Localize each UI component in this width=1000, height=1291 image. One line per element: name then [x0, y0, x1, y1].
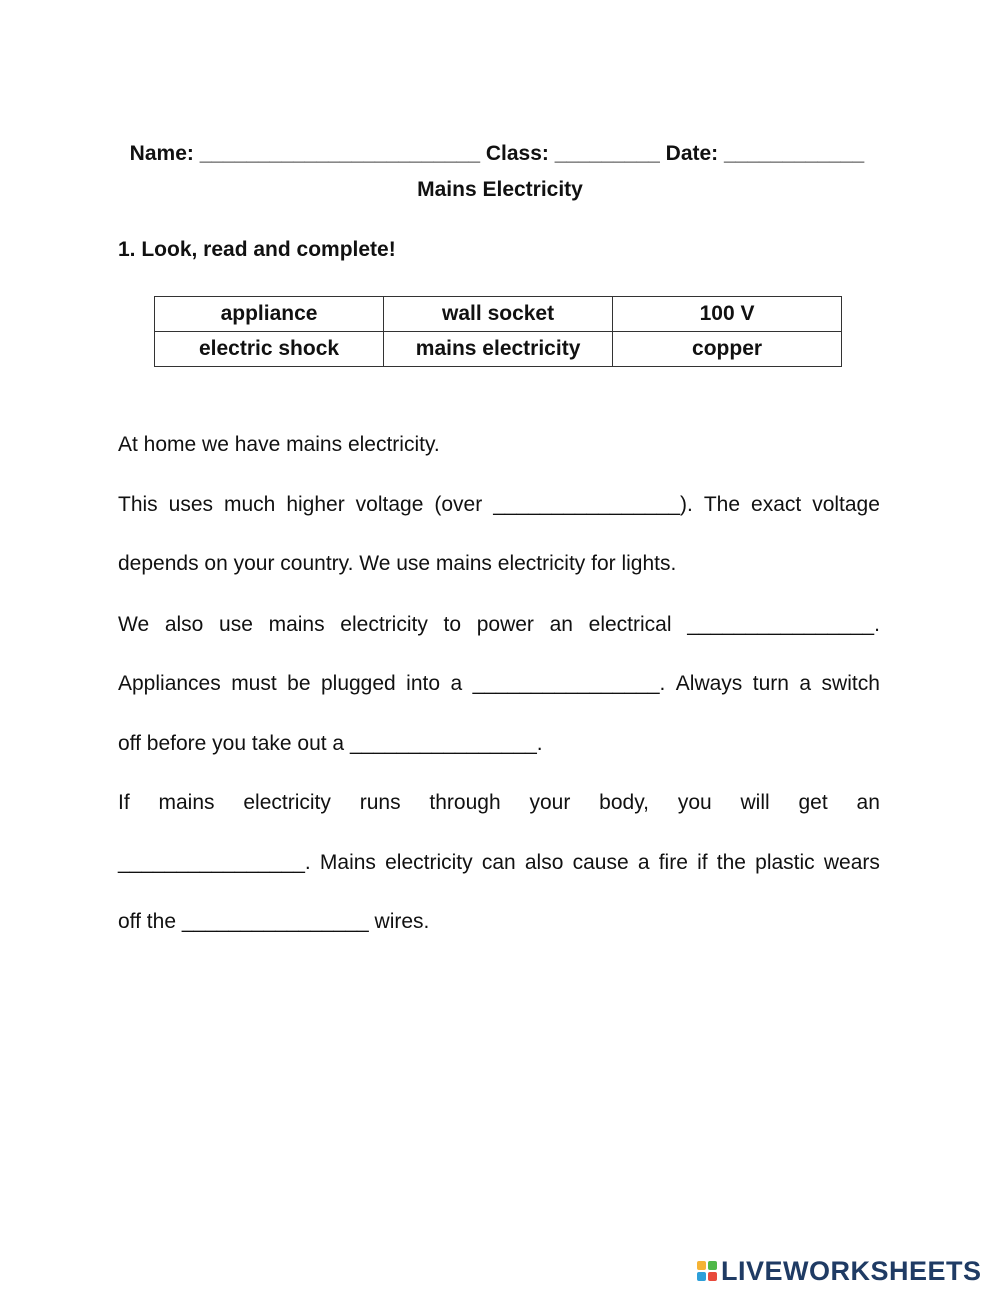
paragraph-word: higher [286, 493, 345, 516]
paragraph-line-5 [118, 670, 880, 698]
paragraph-word: Appliances [118, 672, 221, 695]
paragraph-word: the [716, 851, 746, 874]
paragraph-line-4 [118, 611, 880, 639]
paragraph-word: power [476, 613, 534, 636]
paragraph-word: a [450, 672, 463, 695]
liveworksheets-logo [697, 1257, 982, 1285]
paragraph-line-2 [118, 491, 880, 519]
instruction-heading: 1. Look, read and complete! [118, 238, 396, 261]
word-bank-cell: mains electricity [384, 332, 613, 367]
paragraph-word: must [231, 672, 277, 695]
paragraph-word: Always [675, 672, 743, 695]
paragraph-word: a [799, 672, 812, 695]
logo-square [697, 1261, 706, 1270]
paragraph-line-6: off before you take out a ________________. [118, 732, 543, 755]
word-bank-table [154, 296, 842, 367]
paragraph-line-1: At home we have mains electricity. [118, 433, 440, 456]
paragraph-word: voltage [355, 493, 424, 516]
logo-square [697, 1272, 706, 1281]
paragraph-word: ________________. [472, 672, 666, 695]
paragraph-word: electrical [588, 613, 672, 636]
word-bank-row [155, 332, 842, 367]
paragraph-word: much [223, 493, 276, 516]
paragraph-word: fire [658, 851, 688, 874]
paragraph-word: plugged [320, 672, 396, 695]
word-bank-cell: electric shock [155, 332, 384, 367]
paragraph-word: also [164, 613, 204, 636]
paragraph-word: your [529, 791, 571, 814]
paragraph-word: runs [359, 791, 401, 814]
name-field[interactable]: Name: ________________________ [129, 142, 486, 165]
paragraph-word: a [637, 851, 650, 874]
paragraph-word: (over [434, 493, 483, 516]
worksheet-title: Mains Electricity [417, 178, 583, 201]
logo-square [708, 1261, 717, 1270]
paragraph-word: an [856, 791, 880, 814]
paragraph-word: Mains [319, 851, 376, 874]
paragraph-word: switch [821, 672, 880, 695]
paragraph-word: ________________). [493, 493, 693, 516]
paragraph-word: turn [752, 672, 789, 695]
paragraph-word: We [118, 613, 150, 636]
paragraph-line-8 [118, 849, 880, 877]
word-bank-cell: 100 V [613, 297, 842, 332]
paragraph-word: also [524, 851, 564, 874]
date-field[interactable]: Date: ____________ [665, 142, 865, 165]
paragraph-word: ________________. [687, 613, 880, 636]
paragraph-word: This [118, 493, 158, 516]
paragraph-word: through [429, 791, 501, 814]
paragraph-word: use [219, 613, 253, 636]
word-bank-cell: copper [613, 332, 842, 367]
paragraph-word: exact [751, 493, 802, 516]
class-field[interactable]: Class: _________ [485, 142, 666, 165]
liveworksheets-logo-icon [697, 1261, 717, 1281]
paragraph-word: The [703, 493, 741, 516]
paragraph-line-3: depends on your country. We use mains electricity for lights. [118, 552, 677, 575]
paragraph-word: if [697, 851, 708, 874]
word-bank-cell: appliance [155, 297, 384, 332]
paragraph-word: mains [158, 791, 215, 814]
paragraph-line-7 [118, 789, 880, 817]
liveworksheets-logo-text: LIVEWORKSHEETS [721, 1255, 982, 1286]
header-fields [118, 118, 864, 166]
paragraph-word: will [740, 791, 770, 814]
paragraph-word: you [677, 791, 712, 814]
paragraph-word: get [798, 791, 828, 814]
paragraph-word: be [287, 672, 311, 695]
paragraph-word: an [549, 613, 573, 636]
paragraph-word: can [481, 851, 516, 874]
paragraph-word: If [118, 791, 130, 814]
paragraph-word: cause [572, 851, 629, 874]
paragraph-word: voltage [812, 493, 880, 516]
paragraph-word: wears [823, 851, 880, 874]
paragraph-word: electricity [340, 613, 428, 636]
paragraph-word: body, [599, 791, 649, 814]
paragraph-word: electricity [385, 851, 473, 874]
paragraph-word: ________________. [118, 851, 311, 874]
paragraph-word: mains [268, 613, 325, 636]
word-bank-cell: wall socket [384, 297, 613, 332]
paragraph-word: plastic [755, 851, 815, 874]
logo-square [708, 1272, 717, 1281]
paragraph-word: uses [168, 493, 214, 516]
word-bank-row [155, 297, 842, 332]
paragraph-word: to [443, 613, 462, 636]
paragraph-word: electricity [243, 791, 331, 814]
paragraph-line-9: off the ________________ wires. [118, 910, 430, 933]
paragraph-word: into [406, 672, 441, 695]
